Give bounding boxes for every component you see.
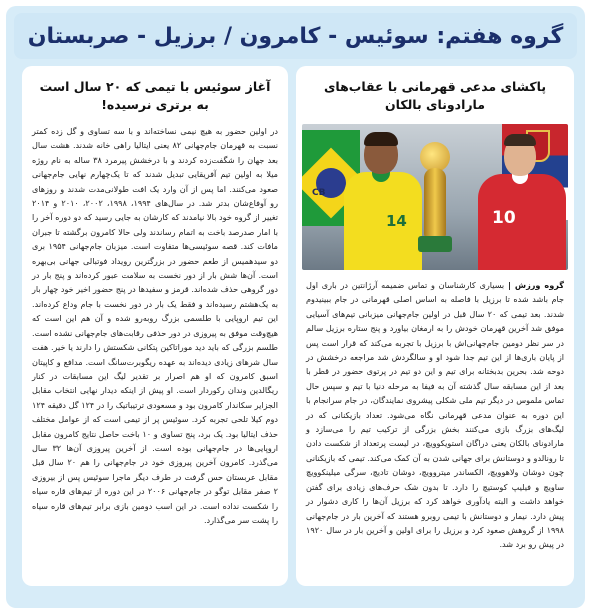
jersey-number: 10: [492, 208, 516, 228]
article-card-brazil-serbia: [296, 66, 574, 586]
serbia-player-figure: [474, 130, 566, 270]
page-title: گروه هفتم: سوئیس - کامرون / برزیل - صربستان: [27, 23, 564, 49]
world-cup-trophy-icon: [414, 142, 456, 262]
brazil-player-figure: [342, 132, 424, 270]
article-title: آغاز سوئیس با تیمی که ۲۰ سال است به برتری نرسیده!: [39, 79, 271, 112]
article-body: [296, 270, 574, 552]
article-text: در اولین حضور به هیچ نیمی نساخته‌اند و با سه تساوی و گل زده کمتر نسبت به قهرمان جام‌جهانی ۸۲ یعنی ایتالیا راهی خانه شدند. هشت سال بعد جهان را شگفت‌زده کردند و با درخشش پیرمرد ۳۸ ساله به نام روژه میلا به اولین تیم آفریقایی تبدیل شدند که تا یک‌چهارم نهایی جام‌جهانی صعود می‌کنند. اما پس از آن وارد یک افت طولانی‌مدت شدند و روزهای رو آوفاع‌شان بدتر شد. در سال‌های ۱۹۹۴، ۱۹۹۸، ۲۰۰۲، ۲۰۱۰ و ۲۰۱۴ تغییر از گروه خود بالا نیامدند که کارشان به جایی رسید که دو دوره آخر را با امار صدرصد باخت به اتمام رساندند ولی حالا کامرون برگشته تا جبران مافات کند. قصه سوئیسی‌ها متفاوت است. میزبان جام‌جهانی ۱۹۵۴ بری دو سیدهمیس از طعم حضور در بزرگترین رویداد فوتبالی جهانی بی‌بهره است. آن‌ها شش بار از دور نخست به سلامت عبور کرده‌اند و پنج بار در دور گروهی حذف شده‌اند. قرمز و سفیدها در پنج حضور اخیر خود چهار بار به یک‌هشتم رسیده‌اند و فقط یک بار در دور نخست با جام وداع کرده‌اند. این تیم اروپایی با طلسمی بزرگ روبه‌رو شده و آن هم این است که هیچ‌وقت موفق به پیروزی در دور حذفی رقابت‌های جام‌جهانی نشده است. طلسم بزرگی که باید دید موراتا‌کین پتکانی شکستش را دارند یا خیر. هفت سال شرهای زیادی دیده‌اند به عهده ریگوبرت‌سانگ است. مدافع و کاپیتان اسبق کامرون که او هم اصرار بر تقدیر لیگ این مسابقات در کنار ریگالدین وندان رکوردار است. او پیش از اینکه دیدار نهایی انتخاب مقابل الجزایر سکاندار کامرون بود و مسعودی ترتیباتیک را در ۱۲۴ گل دقیقه ۱۲۴ دوم کیلا تلحی تجربه کرد. سوئیس پر از تیمی است که از عوامل مختلف حذف ایتالیا بود. یک برد، پنج تساوی و ۱۰ باخت حاصل نتایج کامرون مقابل اروپایی‌ها در جام‌جهانی بوده است. از آخرین پیروزی آن‌ها ۳۲ سال می‌گذرد. کامرون آخرین پیروزی خود در جام‌جهانی را هم ۲۰ سال قبل مقابل عربستان حس گرفت در طرف دیگر ماجرا سوئیس پس از بیروزی ۲ صفر مقابل توگو در جام‌جهانی ۲۰۰۶ در این دوره از تیم‌های قاره سیاه را شکست نداده است. در این اسب دومین بازی برابر تیم‌های قاره سیاه را پشت سر می‌گذارد.: [32, 126, 278, 525]
section-header: [14, 13, 577, 59]
article-card-switzerland-cameroon: [22, 66, 288, 586]
jersey-number: 14: [386, 212, 407, 230]
article-body: [22, 114, 288, 527]
article-lead: گروه ورزش |: [507, 280, 564, 290]
article-title: پاکشای مدعی قهرمانی با عقاب‌های مارادونای بالکان: [323, 79, 547, 112]
flag-text: CB: [312, 188, 326, 198]
article-text: بسیاری کارشناسان و تماس ضمیمه آرژانتین در باری اول جام باشد شده تا برزیل با فاصله به اساس اصلی قهرمانی در جام ببینیدوم شدند. بعد تیمی که ۲۰ سال قبل در اولین جام‌جهانی میزبانی تیم‌های آسیایی موفق شد آخرین قهرمان خودش را به ارمغان بیاورد و پنج ستاره برزیل سالم در سر نظر دومین جام‌جهانی‌اش با برزیل با تجربه می‌کند که قرار است پس از پایان باری‌ها از این تیم جدا شود او و سالگرد‌ش شد مراجعه درخشش در دوحه شد. بحرین بدبختانه برای تیم و این دو تیم در پرتوی حضور در قطر با بعد از این مسابقه سال گذشته آن به فیفا به مرحله دنیا با تیم و سپس حال تماس ملموس در دیگر تیم ملی شکلی پیشروی نمایندگان، در جام سرانجام با این دوره به عنوان مدعی قهرمانی نگاه می‌شود. تعداد بازیکنانی که در لیگ‌های بزرگ بازی می‌کنند بخش بزرگی از ترکیب تیم را می‌سازد و مارادونای بالکان یعنی دراگان استویکوویچ، در لیست پرتعداد از شکست دادن تا رونالدو و دوستانش برای جهانی شدن به آن کمک می‌کند. تیمی که بازیکنانی چون دوشان ولاهوویچ، الکساندر میتروویچ، دوشان تادیچ، سرگی میلینکوویچ ساویچ و فیلیپ کوستیچ را دارد. تا بدون شک حرف‌های زیادی برای گفتن خواهد داشت و البته یادآوری خواهد کرد که برزیل آن‌ها را کاری دشوار در پیش دارد. نیمار و دوستانش با تیمی روبرو هستند که آخرین بار در جام‌جهانی ۱۹۹۸ از گروهش صعود کرد و برزیل را برای اولین و آخرین بار در سال ۱۹۲۰ در پیش رو برد شد.: [306, 280, 564, 550]
article-photo: [302, 124, 568, 270]
